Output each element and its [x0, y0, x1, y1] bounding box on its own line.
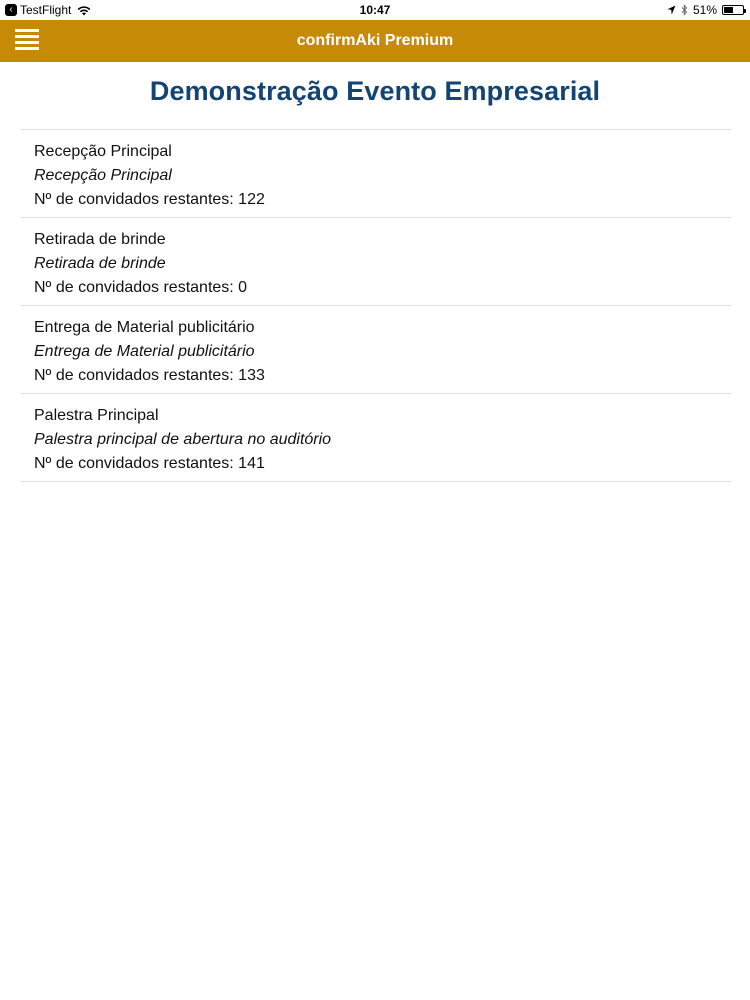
item-name: Retirada de brinde: [34, 231, 166, 248]
status-time: 10:47: [359, 3, 391, 17]
app-title: confirmAki Premium: [296, 32, 454, 49]
battery-icon: [722, 5, 744, 15]
item-description: Recepção Principal: [34, 167, 172, 184]
list-item[interactable]: [20, 394, 732, 482]
item-name: Entrega de Material publicitário: [34, 319, 255, 336]
battery-percentage: 51%: [692, 3, 717, 17]
item-description: Palestra principal de abertura no auditório: [34, 431, 332, 448]
battery-level: [724, 7, 733, 13]
item-remaining-count: Nº de convidados restantes: 122: [34, 191, 265, 208]
item-name: Palestra Principal: [34, 407, 159, 424]
back-chevron-icon: ‹: [5, 4, 17, 16]
page-title: Demonstração Evento Empresarial: [149, 76, 601, 106]
item-remaining-count: Nº de convidados restantes: 133: [34, 367, 265, 384]
list-item[interactable]: [20, 130, 732, 218]
item-remaining-count: Nº de convidados restantes: 0: [34, 279, 248, 296]
nav-bar: [0, 20, 750, 62]
bluetooth-icon: [681, 4, 688, 16]
list-item[interactable]: [20, 218, 732, 306]
item-description: Retirada de brinde: [34, 255, 166, 272]
location-arrow-icon: [667, 5, 676, 15]
item-remaining-count: Nº de convidados restantes: 141: [34, 455, 265, 472]
list-item[interactable]: [20, 306, 732, 394]
status-bar: [0, 0, 750, 20]
back-app-label: TestFlight: [20, 3, 72, 17]
checkpoint-list: [20, 129, 732, 482]
item-description: Entrega de Material publicitário: [34, 343, 255, 360]
item-name: Recepção Principal: [34, 143, 172, 160]
